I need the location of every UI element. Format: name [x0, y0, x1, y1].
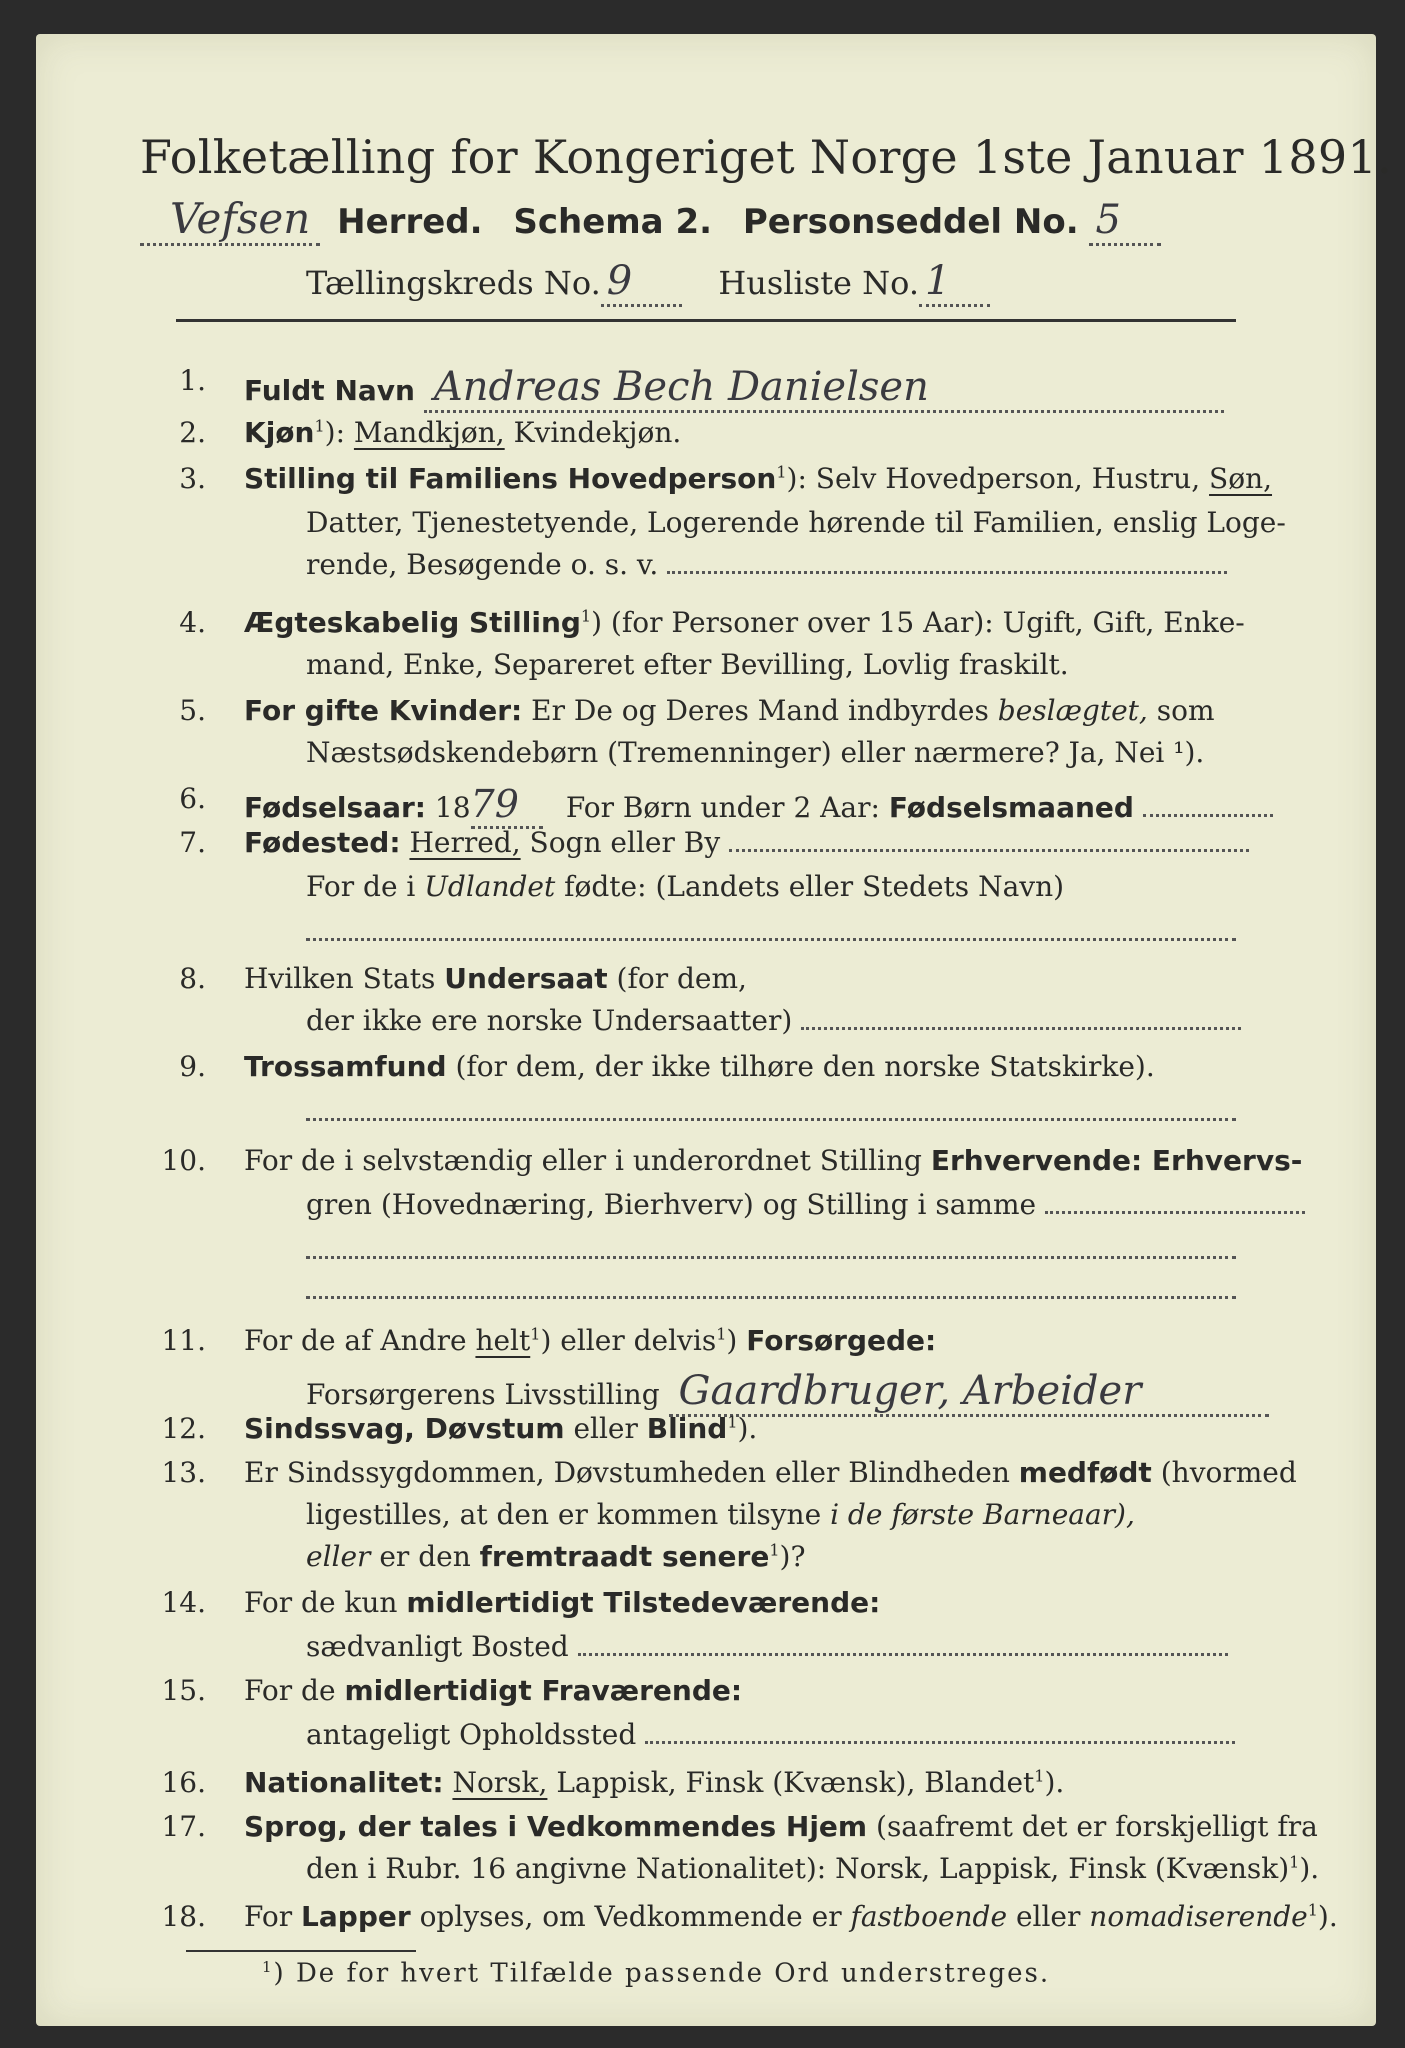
q14-dotted-fill: [578, 1652, 1228, 1656]
q8-dotted-fill: [801, 1026, 1241, 1030]
q17-line2: [306, 1852, 1319, 1885]
q7-answer-line: [306, 926, 1236, 945]
q3-dotted-fill: [667, 570, 1227, 574]
q14-number: 14.: [161, 1586, 206, 1619]
footnote-text: ) De for hvert Tilfælde passende Ord understreges.: [273, 1958, 1051, 1989]
q2-option-mandkjon: Mandkjøn,: [353, 416, 505, 449]
q7-dotted-fill: [729, 848, 1249, 852]
husliste-value: 1: [919, 258, 990, 307]
q6-dotted-fill: [1143, 813, 1273, 817]
q17-footnote-mark: 1: [1289, 1852, 1300, 1872]
q14-text-a: For de kun: [244, 1586, 398, 1619]
q3-line3: [306, 548, 1227, 581]
q16-number: 16.: [161, 1766, 206, 1799]
q8-text-c: (for dem,: [616, 962, 747, 995]
footnote-rule: [186, 1950, 416, 1952]
q3-footnote-mark: 1: [776, 462, 787, 482]
q11-footnote-mark-1: 1: [530, 1324, 541, 1344]
q11-text-a: For de af Andre: [244, 1324, 467, 1357]
q7-line2-b: fødte: (Landets eller Stedets Navn): [564, 870, 1065, 903]
q11-line2-text: Forsørgerens Livsstilling: [306, 1378, 660, 1411]
q12-line: [244, 1412, 757, 1445]
q8-line2-text: der ikke ere norske Undersaatter): [306, 1004, 793, 1037]
q15-label: midlertidigt Fraværende:: [344, 1674, 743, 1707]
schema-label: Schema 2.: [513, 202, 713, 242]
q12-label: Sindssvag, Døvstum: [244, 1412, 565, 1445]
q13-text-a: Er Sindssygdommen, Døvstumheden eller Blindheden: [244, 1456, 1010, 1489]
q18-italic-1: fastboende: [850, 1900, 1008, 1933]
q16-label: Nationalitet:: [244, 1766, 444, 1799]
q15-text-a: For de: [244, 1674, 336, 1707]
q7-line2-a: For de i: [306, 870, 416, 903]
footnote: [262, 1958, 1050, 1989]
q7-option-herred: Herred,: [409, 826, 521, 859]
q17-line1: [244, 1810, 1318, 1843]
q15-number: 15.: [161, 1674, 206, 1707]
q2-option-kvindekjon: Kvindekjøn.: [513, 416, 682, 449]
q18-footnote-mark: 1: [1307, 1900, 1318, 1920]
q11-value: Gaardbruger, Arbeider: [669, 1368, 1269, 1417]
census-form-sheet: [36, 34, 1392, 2026]
q11-text-c: ): [726, 1324, 738, 1357]
q6-year-prefix: 18: [434, 791, 471, 824]
herred-value: Vefsen: [140, 194, 320, 246]
herred-label: Herred.: [337, 202, 483, 242]
q17-line1-rest: (saafremt det er forskjelligt fra: [876, 1810, 1318, 1843]
q15-line2: [306, 1718, 1235, 1751]
q9-rest-text: (for dem, der ikke tilhøre den norske Statskirke).: [455, 1050, 1155, 1083]
kreds-value: 9: [601, 258, 682, 307]
q13-line3-label: fremtraadt senere: [479, 1540, 770, 1573]
q11-number: 11.: [161, 1324, 206, 1357]
q3-line3-text: rende, Besøgende o. s. v.: [306, 548, 659, 581]
q3-options-a: ): Selv Hovedperson, Hustru,: [786, 462, 1201, 495]
q1-line: [244, 364, 1224, 413]
q5-line1: [244, 694, 1215, 727]
q10-text-a: For de i selvstændig eller i underordnet Stilling: [244, 1144, 922, 1177]
q15-line1: [244, 1674, 742, 1707]
q12-number: 12.: [161, 1412, 206, 1445]
q13-line2-italic: i de første Barneaar),: [830, 1498, 1135, 1531]
q17-line2-end: ).: [1299, 1852, 1320, 1885]
kreds-label: Tællingskreds No.: [306, 264, 601, 302]
q14-line2-text: sædvanligt Bosted: [306, 1630, 569, 1663]
q8-number: 8.: [179, 962, 206, 995]
q3-number: 3.: [179, 462, 206, 495]
personseddel-value: 5: [1089, 197, 1160, 246]
q10-answer-line-1: [306, 1244, 1236, 1263]
personseddel-label: Personseddel No.: [742, 202, 1079, 242]
q16-footnote-mark: 1: [1034, 1766, 1045, 1786]
q1-value: Andreas Bech Danielsen: [424, 364, 1224, 413]
q11-footnote-mark-2: 1: [716, 1324, 727, 1344]
q10-line1: [244, 1144, 1302, 1177]
q10-line2: [306, 1188, 1305, 1221]
q12-footnote-mark: 1: [727, 1412, 738, 1432]
q16-option-norsk: Norsk,: [452, 1766, 548, 1799]
form-title: Folketælling for Kongeriget Norge 1ste Januar 1891.: [140, 130, 1392, 184]
q9-answer-line: [306, 1106, 1236, 1125]
q9-line: [244, 1050, 1155, 1083]
q5-text-italic: beslægtet,: [997, 694, 1148, 727]
husliste-label: Husliste No.: [718, 264, 920, 302]
q14-line2: [306, 1630, 1228, 1663]
q3-line1: [244, 462, 1272, 495]
q5-label: For gifte Kvinder:: [244, 694, 523, 727]
q13-text-c: (hvormed: [1160, 1456, 1297, 1489]
q18-text-b: oplyses, om Vedkommende er: [419, 1900, 842, 1933]
q4-line1-text: ) (for Personer over 15 Aar): Ugift, Gift, Enke-: [591, 606, 1245, 639]
q18-line: [244, 1900, 1338, 1933]
q5-text-a: Er De og Deres Mand indbyrdes: [531, 694, 989, 727]
q6-number: 6.: [179, 782, 206, 815]
q2-line: [244, 416, 681, 449]
q8-label: Undersaat: [444, 962, 608, 995]
q18-label: Lapper: [301, 1900, 411, 1933]
q12-mid-text: eller: [573, 1412, 638, 1445]
q4-line2: mand, Enke, Separeret efter Bevilling, Lovlig fraskilt.: [306, 648, 1069, 681]
q6-year-value: 79: [471, 782, 543, 829]
q13-line1: [244, 1456, 1297, 1489]
q7-line2: [306, 870, 1064, 903]
q7-label: Fødested:: [244, 826, 401, 859]
q15-dotted-fill: [645, 1740, 1235, 1744]
q11-label: Forsørgede:: [746, 1324, 937, 1357]
q4-label: Ægteskabelig Stilling: [244, 606, 581, 639]
q6-mid-text: For Børn under 2 Aar:: [565, 791, 880, 824]
q13-line3-italic: eller: [306, 1540, 371, 1573]
q13-line3-a: er den: [379, 1540, 471, 1573]
q5-number: 5.: [179, 694, 206, 727]
q18-mid-text: eller: [1015, 1900, 1081, 1933]
q17-number: 17.: [161, 1810, 206, 1843]
q10-line2-text: gren (Hovednæring, Bierhverv) og Stilling i samme: [306, 1188, 1037, 1221]
q2-footnote-mark: 1: [314, 416, 325, 436]
q7-number: 7.: [179, 826, 206, 859]
q7-line1: [244, 826, 1249, 859]
q2-label: Kjøn: [244, 416, 315, 449]
q6-line: [244, 782, 1273, 826]
q5-line2: Næstsødskendebørn (Tremenninger) eller nærmere? Ja, Nei ¹).: [306, 736, 1205, 769]
q11-option-helt: helt: [475, 1324, 531, 1357]
q13-line3-c: )?: [779, 1540, 806, 1573]
q3-option-son: Søn,: [1209, 462, 1273, 495]
q3-line2: Datter, Tjenestetyende, Logerende hørende til Familien, enslig Loge-: [306, 506, 1286, 539]
q15-line2-text: antageligt Opholdssted: [306, 1718, 637, 1751]
q16-rest-text: Lappisk, Finsk (Kvænsk), Blandet: [556, 1766, 1035, 1799]
q18-italic-2: nomadiserende: [1089, 1900, 1308, 1933]
q11-line2: [306, 1368, 1269, 1417]
q4-number: 4.: [179, 606, 206, 639]
q10-number: 10.: [161, 1144, 206, 1177]
q13-line2: [306, 1498, 1135, 1531]
q18-end: ).: [1317, 1900, 1338, 1933]
kreds-line: [306, 258, 990, 304]
q6-label2: Fødselsmaaned: [888, 791, 1134, 824]
q13-footnote-mark: 1: [769, 1540, 780, 1560]
q1-label: Fuldt Navn: [244, 374, 415, 407]
q13-line2-a: ligestilles, at den er kommen tilsyne: [306, 1498, 822, 1531]
herred-line: [140, 194, 1161, 243]
q16-end: ).: [1044, 1766, 1065, 1799]
q18-number: 18.: [161, 1900, 206, 1933]
q13-line3: [306, 1540, 805, 1573]
q4-line1: [244, 606, 1245, 639]
q9-label: Trossamfund: [244, 1050, 447, 1083]
q12-label2: Blind: [646, 1412, 728, 1445]
q8-line1: [244, 962, 747, 995]
q18-text-a: For: [244, 1900, 293, 1933]
q16-line: [244, 1766, 1064, 1799]
q13-number: 13.: [161, 1456, 206, 1489]
q7-rest-text: Sogn eller By: [529, 826, 721, 859]
q10-dotted-fill: [1045, 1210, 1305, 1214]
header-rule: [176, 319, 1236, 322]
q17-label: Sprog, der tales i Vedkommendes Hjem: [244, 1810, 868, 1843]
q11-text-b: ) eller delvis: [540, 1324, 717, 1357]
q14-label: midlertidigt Tilstedeværende:: [406, 1586, 881, 1619]
q5-text-b: som: [1156, 694, 1215, 727]
q1-number: 1.: [179, 364, 206, 397]
q9-number: 9.: [179, 1050, 206, 1083]
q12-end: ).: [737, 1412, 758, 1445]
q6-label: Fødselsaar:: [244, 791, 426, 824]
q7-line2-italic: Udlandet: [424, 870, 556, 903]
q17-line2-text: den i Rubr. 16 angivne Nationalitet): Norsk, Lappisk, Finsk (Kvænsk): [306, 1852, 1290, 1885]
q8-text-a: Hvilken Stats: [244, 962, 436, 995]
q13-label: medfødt: [1018, 1456, 1152, 1489]
footnote-mark: 1: [262, 1958, 274, 1976]
q10-answer-line-2: [306, 1284, 1236, 1303]
q14-line1: [244, 1586, 880, 1619]
q3-label: Stilling til Familiens Hovedperson: [244, 462, 777, 495]
q11-line1: [244, 1324, 936, 1357]
q2-number: 2.: [179, 416, 206, 449]
q4-footnote-mark: 1: [580, 606, 592, 626]
q10-label: Erhvervende: Erhvervs-: [930, 1144, 1303, 1177]
q8-line2: [306, 1004, 1241, 1037]
q2-colon: ):: [324, 416, 346, 449]
